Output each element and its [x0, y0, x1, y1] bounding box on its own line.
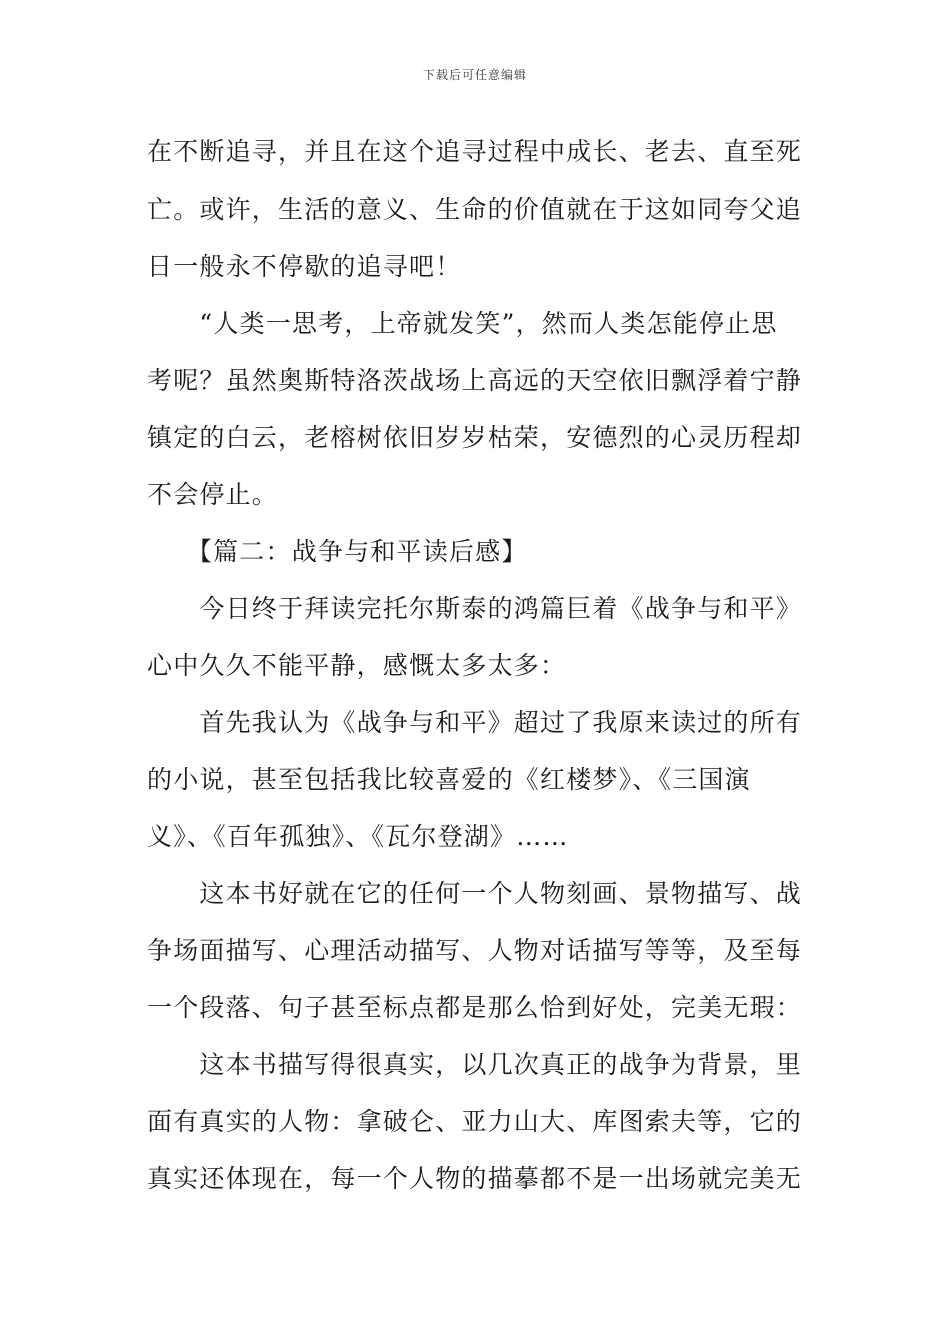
text-line: 义》、《百年孤独》、《瓦尔登湖》……: [147, 822, 569, 851]
text-line: 不会停止。: [147, 480, 279, 509]
text-line: 面有真实的人物：拿破仑、亚力山大、库图索夫等，它的: [147, 1107, 803, 1136]
text-line: 的小说，甚至包括我比较喜爱的《红楼梦》、《三国演: [147, 765, 751, 794]
text-line: 这本书描写得很真实，以几次真正的战争为背景，里: [147, 1050, 803, 1079]
text-line: 首先我认为《战争与和平》超过了我原来读过的所有: [147, 708, 803, 737]
text-line: 今日终于拜读完托尔斯泰的鸿篇巨着《战争与和平》: [147, 594, 803, 623]
text-line: 这本书好就在它的任何一个人物刻画、景物描写、战: [147, 879, 803, 908]
text-line: “人类一思考，上帝就发笑”，然而人类怎能停止思: [147, 309, 778, 338]
text-line: 争场面描写、心理活动描写、人物对话描写等等，及至每: [147, 936, 803, 965]
text-line: 心中久久不能平静，感慨太多太多：: [147, 651, 567, 680]
text-line: 亡。或许，生活的意义、生命的价值就在于这如同夸父追: [147, 195, 803, 224]
text-line: 在不断追寻，并且在这个追寻过程中成长、老去、直至死: [147, 137, 803, 166]
text-line: 日一般永不停歇的追寻吧！: [147, 252, 462, 281]
section-heading: 【篇二：战争与和平读后感】: [147, 537, 528, 566]
text-line: 考呢？虽然奥斯特洛茨战场上高远的天空依旧飘浮着宁静: [147, 366, 803, 395]
text-line: 镇定的白云，老榕树依旧岁岁枯荣，安德烈的心灵历程却: [147, 423, 803, 452]
text-line: 真实还体现在，每一个人物的描摹都不是一出场就完美无: [147, 1164, 803, 1193]
page-header: 下载后可任意编辑: [422, 68, 527, 82]
text-line: 一个段落、句子甚至标点都是那么恰到好处，完美无瑕：: [147, 993, 803, 1022]
